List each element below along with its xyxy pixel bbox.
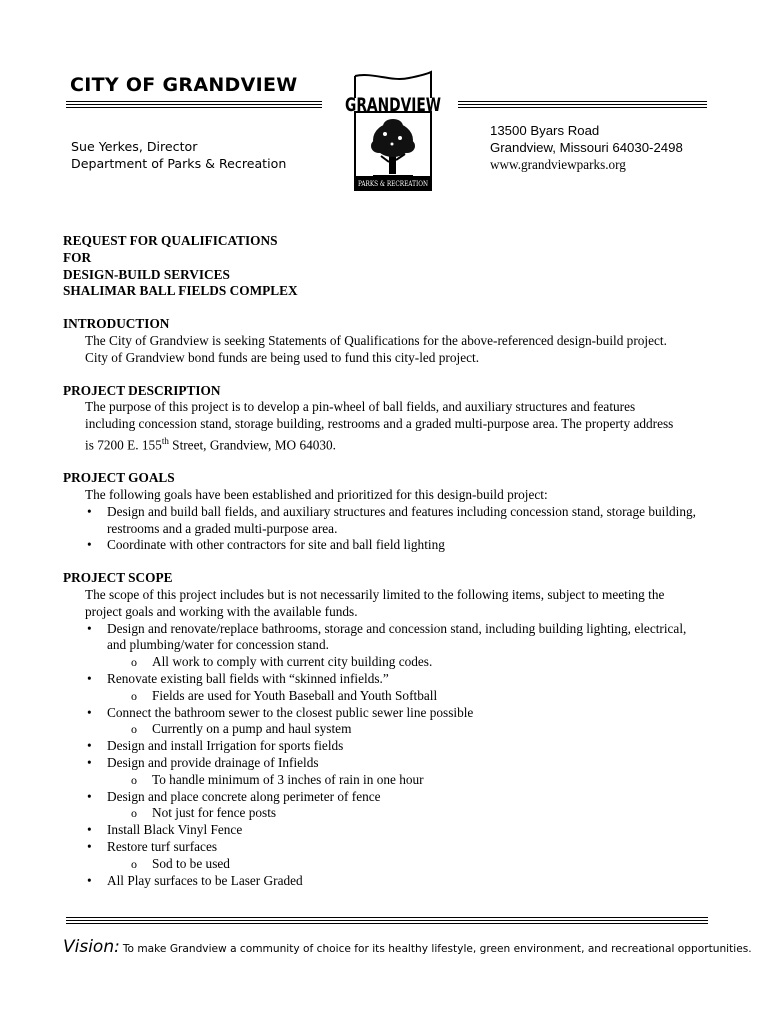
list-item: [85, 822, 703, 839]
logo-tagline: PARKS & RECREATION: [358, 179, 428, 188]
address-text: is 7200 E. 155: [85, 437, 162, 453]
introduction-section: [63, 316, 703, 366]
vision-statement: [63, 937, 752, 957]
list-item: • Design and build ball fields, and auxiliary structures and features including concession stand, storage building, restrooms and a graded multi-purpose area.: [85, 504, 703, 538]
paragraph-line: The scope of this project includes but is not necessarily limited to the following items, subject to meeting the: [85, 586, 665, 602]
list-item-text: Design and place concrete along perimeter of fence: [107, 788, 381, 804]
project-scope-section: [63, 570, 703, 889]
paragraph-line: including concession stand, storage building, restrooms and a graded multi-purpose area. The property address: [85, 416, 674, 432]
project-goals-section: [63, 470, 703, 554]
paragraph-line: [85, 433, 703, 454]
director-block: [71, 139, 286, 172]
address-text: Street, Grandview, MO 64030.: [168, 437, 337, 453]
footer-rule: [66, 917, 708, 926]
list-item: [85, 738, 703, 755]
list-item-text: Install Black Vinyl Fence: [107, 822, 243, 838]
paragraph-line: City of Grandview bond funds are being used to fund this city-led project.: [85, 349, 480, 365]
paragraph-line: The City of Grandview is seeking Statements of Qualifications for the above-referenced design-build project.: [85, 332, 667, 348]
department-name: Department of Parks & Recreation: [71, 155, 287, 171]
list-item-text: Connect the bathroom sewer to the closest public sewer line possible: [107, 704, 474, 720]
list-item-text: Renovate existing ball fields with “skinned infields.”: [107, 670, 389, 686]
section-heading: PROJECT DESCRIPTION: [63, 382, 221, 398]
section-heading: PROJECT SCOPE: [63, 570, 173, 586]
paragraph: The following goals have been established and prioritized for this design-build project:: [85, 486, 548, 502]
sub-list-item: o Not just for fence posts: [129, 805, 703, 822]
vision-text: To make Grandview a community of choice for its healthy lifestyle, green environment, and recreational opportunities.: [122, 943, 752, 955]
list-item-text: Restore turf surfaces: [107, 838, 218, 854]
website-link[interactable]: www.grandviewparks.org: [490, 157, 626, 172]
list-item-text: All Play surfaces to be Laser Graded: [107, 872, 303, 888]
logo-wordmark: GRANDVIEW: [345, 94, 442, 116]
goals-list: [63, 504, 703, 554]
section-heading: PROJECT GOALS: [63, 470, 175, 486]
paragraph-line: The purpose of this project is to develop a pin-wheel of ball fields, and auxiliary structures and features: [85, 399, 636, 415]
sub-list-item: o Fields are used for Youth Baseball and Youth Softball: [129, 688, 703, 705]
address-city: Grandview, Missouri 64030-2498: [490, 140, 683, 155]
sub-list-item: o Currently on a pump and haul system: [129, 721, 703, 738]
document-body: [63, 233, 703, 889]
list-item: [85, 671, 703, 705]
rfq-title: [63, 233, 703, 300]
tree-icon: [371, 119, 415, 176]
address-block: [490, 122, 683, 173]
list-item-text: Design and install Irrigation for sports fields: [107, 738, 344, 754]
director-name: Sue Yerkes, Director: [71, 139, 198, 154]
scope-list: [63, 621, 703, 890]
paragraph: [63, 587, 703, 621]
list-item: • Coordinate with other contractors for site and ball field lighting: [85, 537, 703, 554]
paragraph: [63, 333, 703, 367]
ordinal-suffix: th: [161, 435, 169, 446]
list-item: [85, 839, 703, 873]
list-item: [85, 705, 703, 739]
rfq-title-line: SHALIMAR BALL FIELDS COMPLEX: [63, 283, 298, 299]
rfq-title-line: FOR: [63, 249, 92, 265]
sub-list-item: o All work to comply with current city building codes.: [129, 654, 703, 671]
rfq-title-line: DESIGN-BUILD SERVICES: [63, 266, 230, 282]
grandview-logo: [343, 72, 443, 194]
list-item: [85, 789, 703, 823]
list-item: [85, 621, 703, 671]
list-item: [85, 873, 703, 890]
paragraph-line: project goals and working with the available funds.: [85, 603, 358, 619]
list-item-text: Design and provide drainage of Infields: [107, 754, 319, 770]
vision-label: Vision:: [63, 937, 120, 957]
rfq-title-line: REQUEST FOR QUALIFICATIONS: [63, 233, 278, 248]
sub-list-item: o Sod to be used: [129, 856, 703, 873]
paragraph: [63, 399, 703, 454]
header-rule-left: [66, 101, 322, 110]
list-item: [85, 755, 703, 789]
project-description-section: [63, 383, 703, 455]
address-street: 13500 Byars Road: [490, 123, 600, 138]
sub-list-item: o To handle minimum of 3 inches of rain in one hour: [129, 772, 703, 789]
header-rule-right: [458, 101, 707, 110]
list-item-text: Design and renovate/replace bathrooms, storage and concession stand, including building lighting, electrical, and plumbing/water for concession stand.: [107, 620, 687, 653]
section-heading: INTRODUCTION: [63, 316, 170, 332]
city-title: CITY OF GRANDVIEW: [70, 74, 298, 96]
